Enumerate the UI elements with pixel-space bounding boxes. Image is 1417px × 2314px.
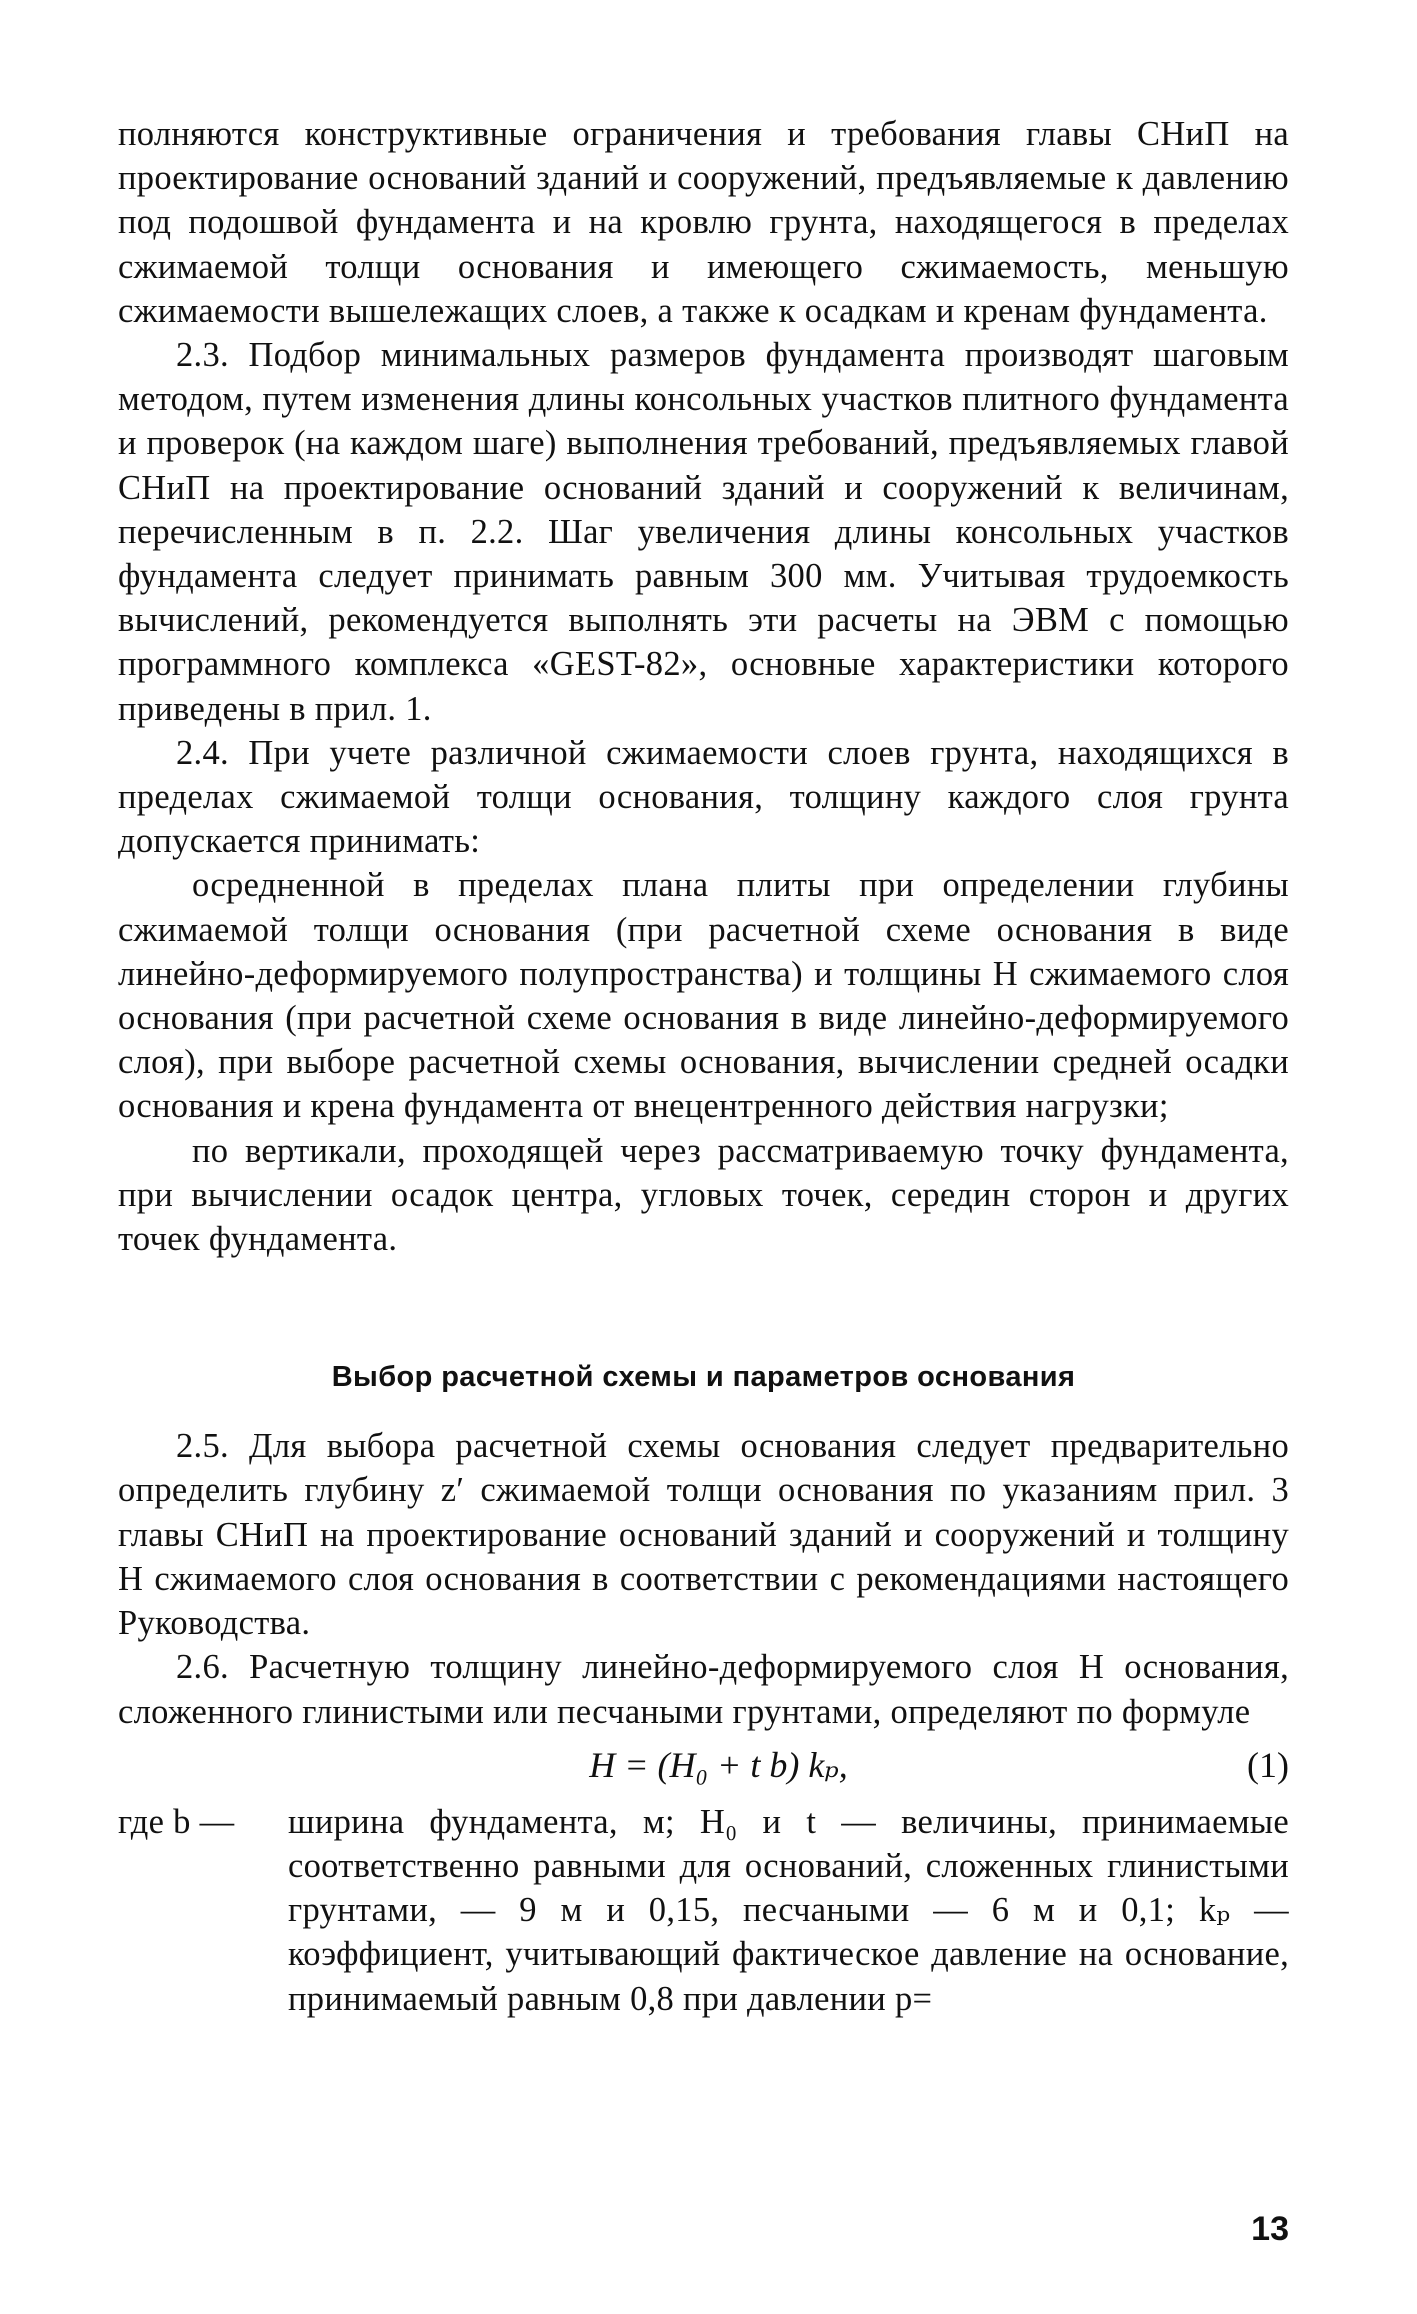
paragraph-2-5: 2.5. Для выбора расчетной схемы основания следует предварительно определить глубину z′ сжимаемой толщи основания по указаниям прил. 3 главы СНиП на проектирование оснований зданий и сооружений и толщину H сжимаемого слоя основания в соответствии с рекомендациями настоящего Руководства. — [118, 1427, 1289, 1643]
paragraph-2-4-item-1: осредненной в пределах плана плиты при определении глубины сжимаемой толщи основания (при расчетной схеме основания в виде линейно-деформируемого полупространства) и толщины H сжимаемого слоя основания (при расчетной схеме основания в виде линейно-деформируемого слоя), при выборе расчетной схемы основания, вычислении средней осадки основания и крена фундамента от внецентренного действия нагрузки; — [118, 866, 1289, 1126]
section-heading: Выбор расчетной схемы и параметров основания — [331, 1361, 1076, 1394]
paragraph-2-4-item-2: по вертикали, проходящей через рассматриваемую точку фундамента, при вычислении осадок центра, угловых точек, середин сторон и других точек фундамента. — [118, 1131, 1289, 1259]
formula-row — [118, 1744, 1289, 1798]
where-definitions: ширина фундамента, м; H₀ и t — величины, принимаемые соответственно равными для оснований, сложенных глинистыми грунтами, — 9 м и 0,15, песчаными — 6 м и 0,1; kₚ — коэффициент, учитывающий фактическое давление на основание, принимаемый равным 0,8 при давлении p= — [288, 1802, 1289, 2018]
formula-expression: H = (H₀ + t b) kₚ, — [589, 1744, 848, 1785]
paragraph-continuation: полняются конструктивные ограничения и требования главы СНиП на проектирование оснований зданий и сооружений, предъявляемые к давлению под подошвой фундамента и на кровлю грунта, находящегося в пределах сжимаемой толщи основания и имеющего сжимаемость, меньшую сжимаемости вышележащих слоев, а также к осадкам и кренам фундамента. — [118, 115, 1289, 330]
paragraph-2-4: 2.4. При учете различной сжимаемости слоев грунта, находящихся в пределах сжимаемой толщи основания, толщину каждого слоя грунта допускается принимать: — [118, 733, 1289, 861]
where-lead: где b — — [118, 1802, 235, 1841]
paragraph-2-3: 2.3. Подбор минимальных размеров фундамента производят шаговым методом, путем изменения длины консольных участков плитного фундамента и проверок (на каждом шаге) выполнения требований, предъявляемых главой СНиП на проектирование оснований зданий и сооружений к величинам, перечисленным в п. 2.2. Шаг увеличения длины консольных участков фундамента следует принимать равным 300 мм. Учитывая трудоемкость вычислений, рекомендуется выполнять эти расчеты на ЭВМ с помощью программного комплекса «GEST-82», основные характеристики которого приведены в прил. 1. — [118, 336, 1289, 728]
page-number: 13 — [1251, 2210, 1289, 2248]
paragraph-2-6: 2.6. Расчетную толщину линейно-деформируемого слоя H основания, сложенного глинистыми или песчаными грунтами, определяют по формуле — [118, 1648, 1289, 1731]
formula-number: (1) — [1247, 1744, 1289, 1785]
where-clause — [118, 1800, 1289, 2021]
